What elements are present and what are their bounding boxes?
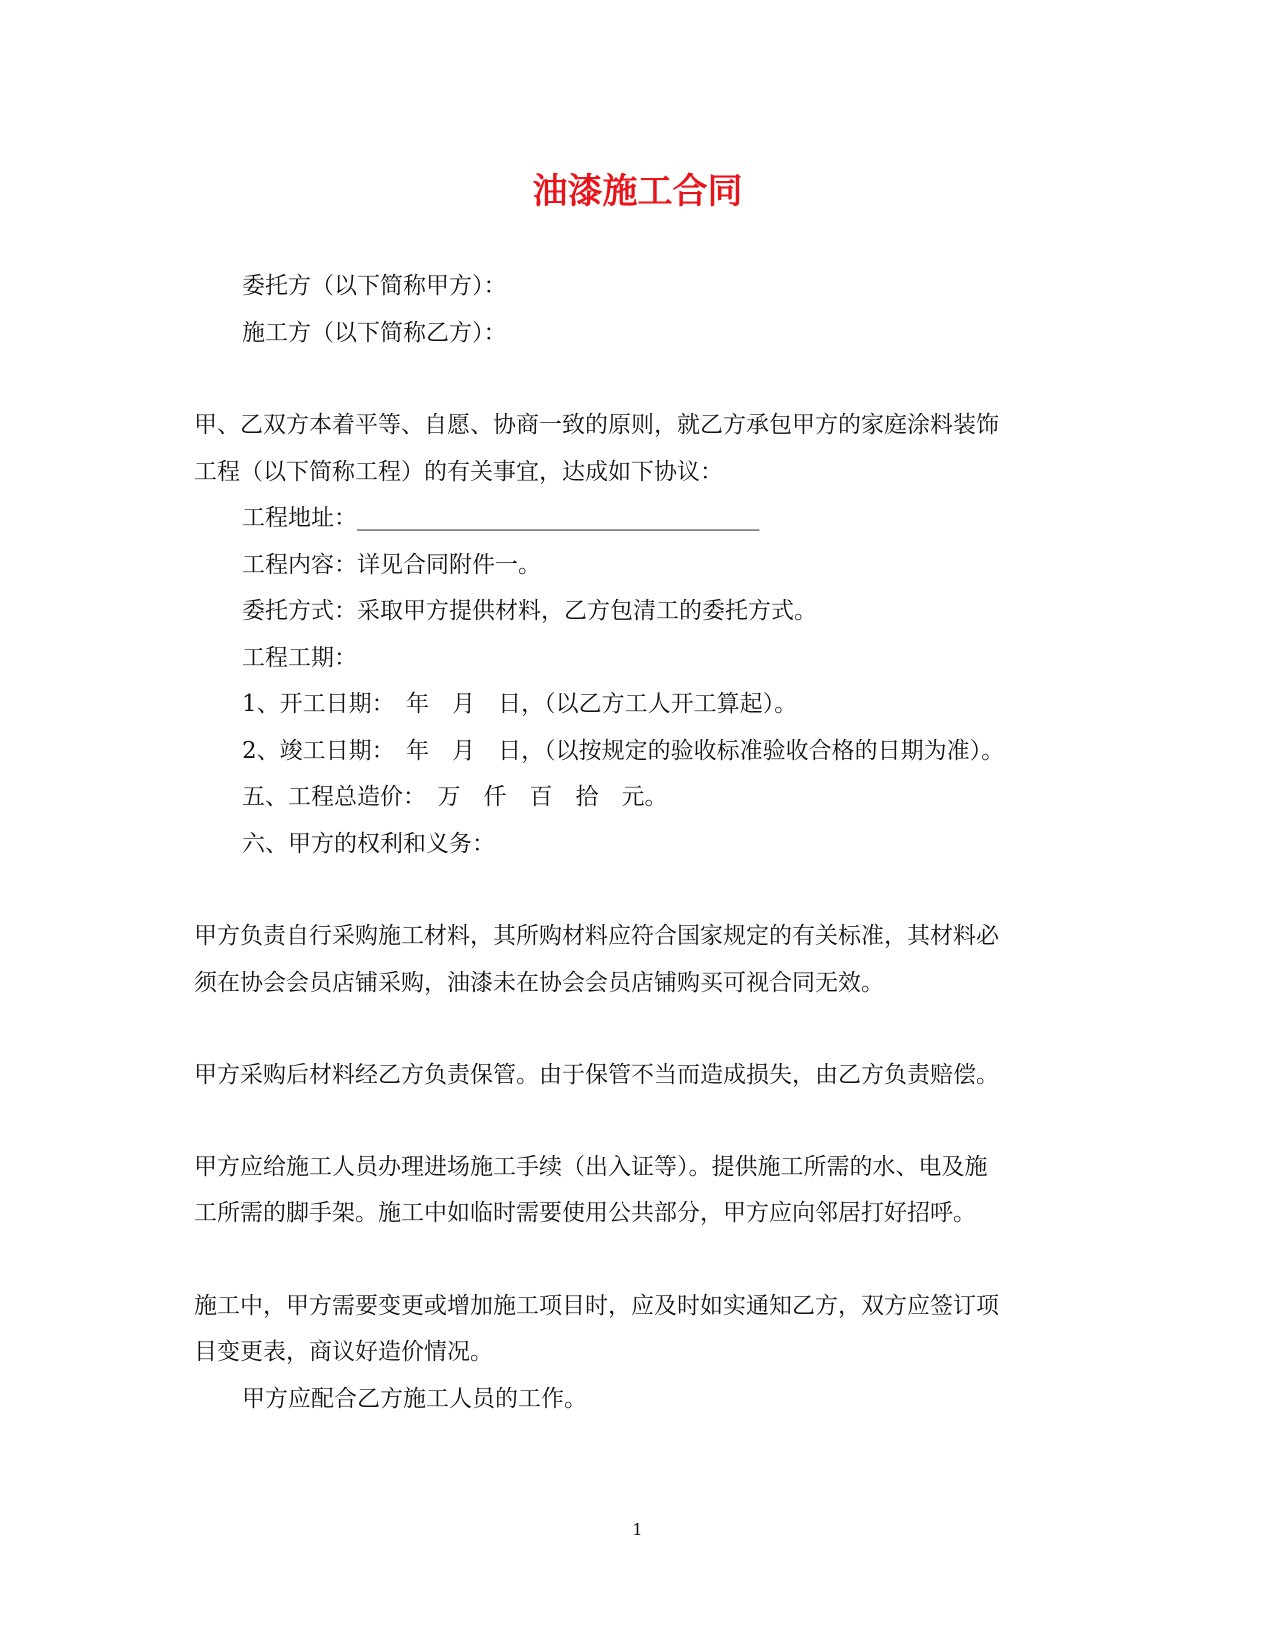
party-a-rights-heading: 六、甲方的权利和义务： [242,831,495,857]
completion-date-line: 2、竣工日期： 年 月 日，（以按规定的验收标准验收合格的日期为准）。 [242,738,1005,764]
start-date-line: 1、开工日期： 年 月 日，（以乙方工人开工算起）。 [242,691,798,717]
materials-para-line-1: 甲方负责自行采购施工材料，其所购材料应符合国家规定的有关标准，其材料必 [194,923,999,949]
project-period-line: 工程工期： [242,645,357,671]
change-para-line-2: 目变更表，商议好造价情况。 [194,1339,493,1365]
intro-line-2: 工程（以下简称工程）的有关事宜，达成如下协议： [194,459,723,485]
change-para-line-1: 施工中，甲方需要变更或增加施工项目时，应及时如实通知乙方，双方应签订项 [194,1293,999,1319]
site-para-line-1: 甲方应给施工人员办理进场施工手续（出入证等）。提供施工所需的水、电及施 [194,1154,988,1180]
project-content-line: 工程内容：详见合同附件一。 [242,552,541,578]
project-address-line: 工程地址：___________________________________ [242,505,760,531]
materials-para-line-2: 须在协会会员店铺采购，油漆未在协会会员店铺购买可视合同无效。 [194,970,884,996]
page-number: 1 [632,1520,643,1539]
party-a-line: 委托方（以下简称甲方）： [242,273,507,299]
intro-line-1: 甲、乙双方本着平等、自愿、协商一致的原则，就乙方承包甲方的家庭涂料装饰 [194,412,999,438]
storage-para-line: 甲方采购后材料经乙方负责保管。由于保管不当而造成损失，由乙方负责赔偿。 [194,1062,999,1088]
commission-method-line: 委托方式：采取甲方提供材料，乙方包清工的委托方式。 [242,598,817,624]
total-cost-line: 五、工程总造价： 万 仟 百 拾 元。 [242,784,668,810]
site-para-line-2: 工所需的脚手架。施工中如临时需要使用公共部分，甲方应向邻居打好招呼。 [194,1200,976,1226]
document-title: 油漆施工合同 [532,171,743,212]
cooperation-line: 甲方应配合乙方施工人员的工作。 [242,1386,587,1412]
party-b-line: 施工方（以下简称乙方）： [242,320,507,346]
